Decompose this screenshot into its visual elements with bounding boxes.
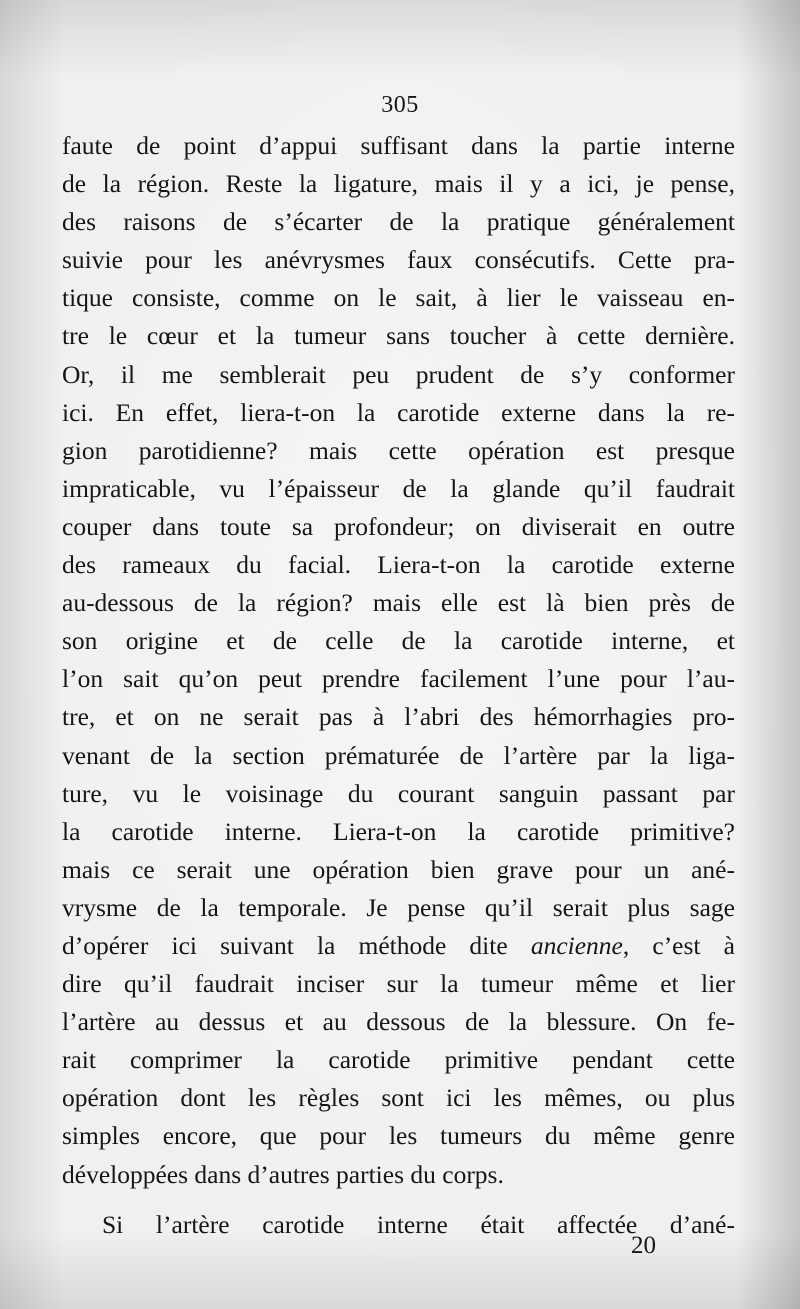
body-text <box>62 127 735 1244</box>
text-line: son origine et de celle de la carotide interne, et <box>62 626 735 656</box>
text-run: d’opérer ici suivant la méthode dite <box>62 930 531 960</box>
text-line: opération dont les règles sont ici les mêmes, ou plus <box>62 1083 735 1113</box>
text-line: l’artère au dessus et au dessous de la blessure. On fe- <box>62 1007 735 1037</box>
text-line: suivie pour les anévrysmes faux consécutifs. Cette pra- <box>62 245 735 275</box>
page-number: 305 <box>381 92 419 118</box>
text-line: l’on sait qu’on peut prendre facilement l’une pour l’au- <box>62 664 735 694</box>
text-run: , c’est à <box>622 930 735 960</box>
signature-mark: 20 <box>631 1232 656 1259</box>
text-line: dire qu’il faudrait inciser sur la tumeur même et lier <box>62 969 735 999</box>
text-line: Or, il me semblerait peu prudent de s’y conformer <box>62 359 735 389</box>
text-line: la carotide interne. Liera-t-on la carotide primitive? <box>62 816 735 846</box>
text-line: simples encore, que pour les tumeurs du même genre <box>62 1121 735 1151</box>
text-line: au-dessous de la région? mais elle est là bien près de <box>62 588 735 618</box>
text-line: vrysme de la temporale. Je pense qu’il serait plus sage <box>62 892 735 922</box>
text-line: gion parotidienne? mais cette opération est presque <box>62 435 735 465</box>
text-line: faute de point d’appui suffisant dans la partie interne <box>62 131 735 160</box>
text-line: couper dans toute sa profondeur; on diviserait en outre <box>62 511 735 541</box>
text-line: tique consiste, comme on le sait, à lier le vaisseau en- <box>62 283 735 313</box>
text-line: venant de la section prématurée de l’artère par la liga- <box>62 740 735 770</box>
text-line: tre, et on ne serait pas à l’abri des hémorrhagies pro- <box>62 702 735 732</box>
text-line: des raisons de s’écarter de la pratique généralement <box>62 207 735 237</box>
paragraph-end-line: développées dans d’autres parties du corps. <box>62 1159 504 1189</box>
text-line: mais ce serait une opération bien grave pour un ané- <box>62 854 735 884</box>
text-line: rait comprimer la carotide primitive pendant cette <box>62 1045 735 1075</box>
text-line: impraticable, vu l’épaisseur de la glande qu’il faudrait <box>62 473 735 503</box>
text-line: tre le cœur et la tumeur sans toucher à cette dernière. <box>62 321 735 351</box>
emphasized-word: ancienne <box>530 930 623 960</box>
text-line: ici. En effet, liera-t-on la carotide externe dans la re- <box>62 397 735 427</box>
text-line: de la région. Reste la ligature, mais il y a ici, je pense, <box>62 169 735 199</box>
text-line: ture, vu le voisinage du courant sanguin passant par <box>62 778 735 808</box>
paragraph-start-line: Si l’artère carotide interne était affectée d’ané- <box>102 1209 735 1239</box>
text-line-with-emphasis <box>62 927 735 965</box>
text-line: des rameaux du facial. Liera-t-on la carotide externe <box>62 550 735 580</box>
